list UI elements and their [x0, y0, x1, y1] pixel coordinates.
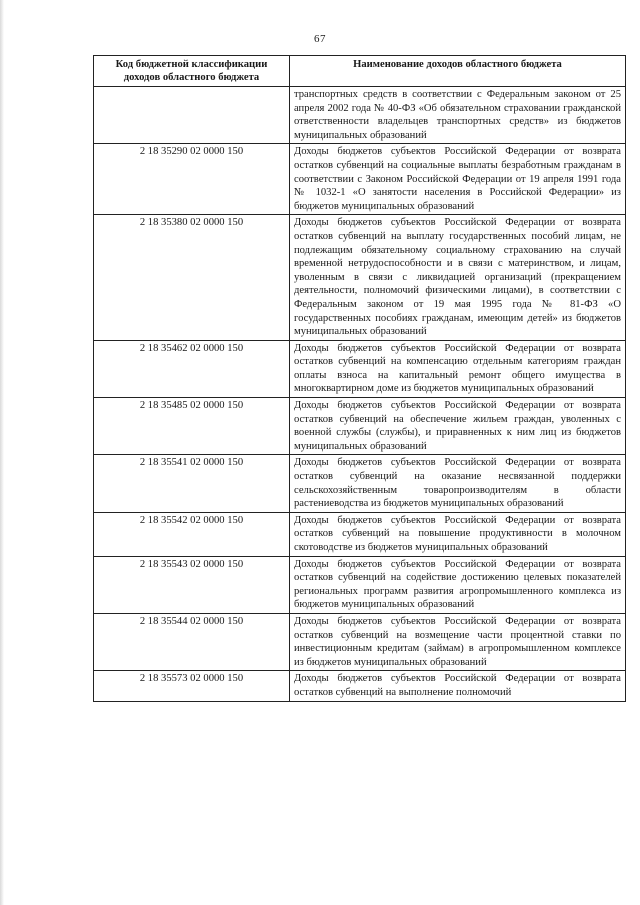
- table-row: [94, 340, 626, 397]
- name-cell: Доходы бюджетов субъектов Российской Федерации от возврата остатков субвенций на возмещение части процентной ставки по инвестиционным кредитам (займам) в агропромышленном комплексе из бюджетов муниципальных образований: [290, 613, 626, 670]
- name-cell: Доходы бюджетов субъектов Российской Федерации от возврата остатков субвенций на оказание несвязанной поддержки сельскохозяйственным товаропроизводителям в области растениеводства из бюджетов муниципальных образований: [290, 455, 626, 512]
- code-cell: 2 18 35290 02 0000 150: [94, 144, 290, 215]
- code-cell: [94, 87, 290, 144]
- name-cell: Доходы бюджетов субъектов Российской Федерации от возврата остатков субвенций на обеспечение жильем граждан, уволенных с военной службы (службы), и приравненных к ним лиц из бюджетов муниципальных образований: [290, 398, 626, 455]
- name-cell: Доходы бюджетов субъектов Российской Федерации от возврата остатков субвенций на компенсацию отдельным категориям граждан оплаты взноса на капитальный ремонт общего имущества в многоквартирном доме из бюджетов муниципальных образований: [290, 340, 626, 397]
- scan-edge-shadow: [0, 0, 4, 905]
- name-cell: Доходы бюджетов субъектов Российской Федерации от возврата остатков субвенций на повышение продуктивности в молочном скотоводстве из бюджетов муниципальных образований: [290, 512, 626, 556]
- name-cell: транспортных средств в соответствии с Федеральным законом от 25 апреля 2002 года № 40-ФЗ «Об обязательном страховании гражданской ответственности владельцев транспортных средств» из бюджетов муниципальных образований: [290, 87, 626, 144]
- table-row: [94, 671, 626, 701]
- code-cell: 2 18 35462 02 0000 150: [94, 340, 290, 397]
- table-row: [94, 556, 626, 613]
- header-name: Наименование доходов областного бюджета: [290, 56, 626, 87]
- table-header-row: [94, 56, 626, 87]
- code-cell: 2 18 35380 02 0000 150: [94, 215, 290, 340]
- table-row: [94, 613, 626, 670]
- table-row: [94, 512, 626, 556]
- code-cell: 2 18 35543 02 0000 150: [94, 556, 290, 613]
- table-row: [94, 87, 626, 144]
- table-row: [94, 215, 626, 340]
- table-row: [94, 455, 626, 512]
- header-code: Код бюджетной классификации доходов областного бюджета: [94, 56, 290, 87]
- budget-classification-table: [93, 55, 626, 702]
- page-number: 67: [314, 33, 326, 45]
- code-cell: 2 18 35541 02 0000 150: [94, 455, 290, 512]
- table-row: [94, 144, 626, 215]
- table-row: [94, 398, 626, 455]
- code-cell: 2 18 35573 02 0000 150: [94, 671, 290, 701]
- name-cell: Доходы бюджетов субъектов Российской Федерации от возврата остатков субвенций на выплату государственных пособий лицам, не подлежащим обязательному социальному страхованию на случай временной нетрудоспособности и в связи с материнством, и лицам, уволенным в связи с ликвидацией организаций (прекращением деятельности, полномочий физическими лицами), в соответствии с Федеральным законом от 19 мая 1995 года № 81-ФЗ «О государственных пособиях гражданам, имеющим детей» из бюджетов муниципальных образований: [290, 215, 626, 340]
- code-cell: 2 18 35485 02 0000 150: [94, 398, 290, 455]
- code-cell: 2 18 35544 02 0000 150: [94, 613, 290, 670]
- code-cell: 2 18 35542 02 0000 150: [94, 512, 290, 556]
- name-cell: Доходы бюджетов субъектов Российской Федерации от возврата остатков субвенций на выполнение полномочий: [290, 671, 626, 701]
- name-cell: Доходы бюджетов субъектов Российской Федерации от возврата остатков субвенций на содействие достижению целевых показателей региональных программ развития агропромышленного комплекса из бюджетов муниципальных образований: [290, 556, 626, 613]
- name-cell: Доходы бюджетов субъектов Российской Федерации от возврата остатков субвенций на социальные выплаты безработным гражданам в соответствии с Законом Российской Федерации от 19 апреля 1991 года № 1032-1 «О занятости населения в Российской Федерации» из бюджетов муниципальных образований: [290, 144, 626, 215]
